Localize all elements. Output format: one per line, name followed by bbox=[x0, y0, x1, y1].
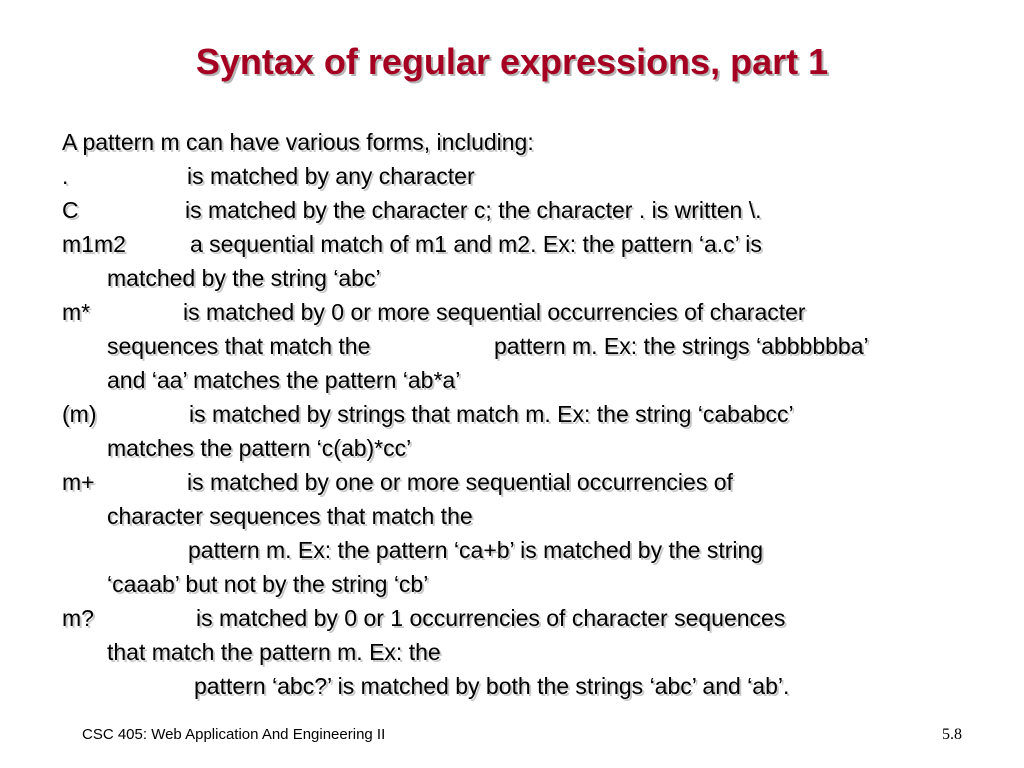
row-term: m? bbox=[62, 605, 94, 631]
intro-text: A pattern m can have various forms, including: bbox=[62, 129, 534, 155]
row-description: is matched by strings that match m. Ex: the string ‘cababcc’ bbox=[189, 401, 794, 427]
row-description: is matched by one or more sequential occurrencies of bbox=[187, 469, 733, 495]
slide-title: Syntax of regular expressions, part 1 bbox=[195, 41, 829, 82]
row-description: is matched by the character c; the character . is written \. bbox=[185, 197, 762, 223]
row-continuation: sequences that match the bbox=[107, 333, 371, 359]
row-description: is matched by 0 or more sequential occurrencies of character bbox=[183, 299, 806, 325]
row-term: . bbox=[62, 163, 69, 189]
row-description: is matched by any character bbox=[187, 163, 475, 189]
row-term: C bbox=[62, 197, 79, 223]
row-continuation: matches the pattern ‘c(ab)*cc’ bbox=[107, 435, 412, 461]
row-continuation: and ‘aa’ matches the pattern ‘ab*a’ bbox=[107, 367, 461, 393]
row-description: is matched by 0 or 1 occurrencies of character sequences bbox=[196, 605, 786, 631]
footer-page-number: 5.8 bbox=[942, 726, 962, 743]
row-term: m1m2 bbox=[62, 231, 126, 257]
row-continuation: character sequences that match the bbox=[107, 503, 473, 529]
row-term: m+ bbox=[62, 469, 95, 495]
row-term: (m) bbox=[62, 401, 97, 427]
row-continuation: matched by the string ‘abc’ bbox=[107, 265, 381, 291]
row-description: pattern ‘abc?’ is matched by both the strings ‘abc’ and ‘ab’. bbox=[194, 673, 790, 699]
row-description: a sequential match of m1 and m2. Ex: the pattern ‘a.c’ is bbox=[190, 231, 762, 257]
row-continuation-tail: pattern m. Ex: the strings ‘abbbbbba’ bbox=[494, 333, 869, 359]
row-continuation: that match the pattern m. Ex: the bbox=[107, 639, 441, 665]
footer-course: CSC 405: Web Application And Engineering II bbox=[82, 726, 386, 743]
row-continuation: ‘caaab’ but not by the string ‘cb’ bbox=[107, 571, 429, 597]
row-description: pattern m. Ex: the pattern ‘ca+b’ is matched by the string bbox=[188, 537, 764, 563]
row-term: m* bbox=[62, 299, 91, 325]
